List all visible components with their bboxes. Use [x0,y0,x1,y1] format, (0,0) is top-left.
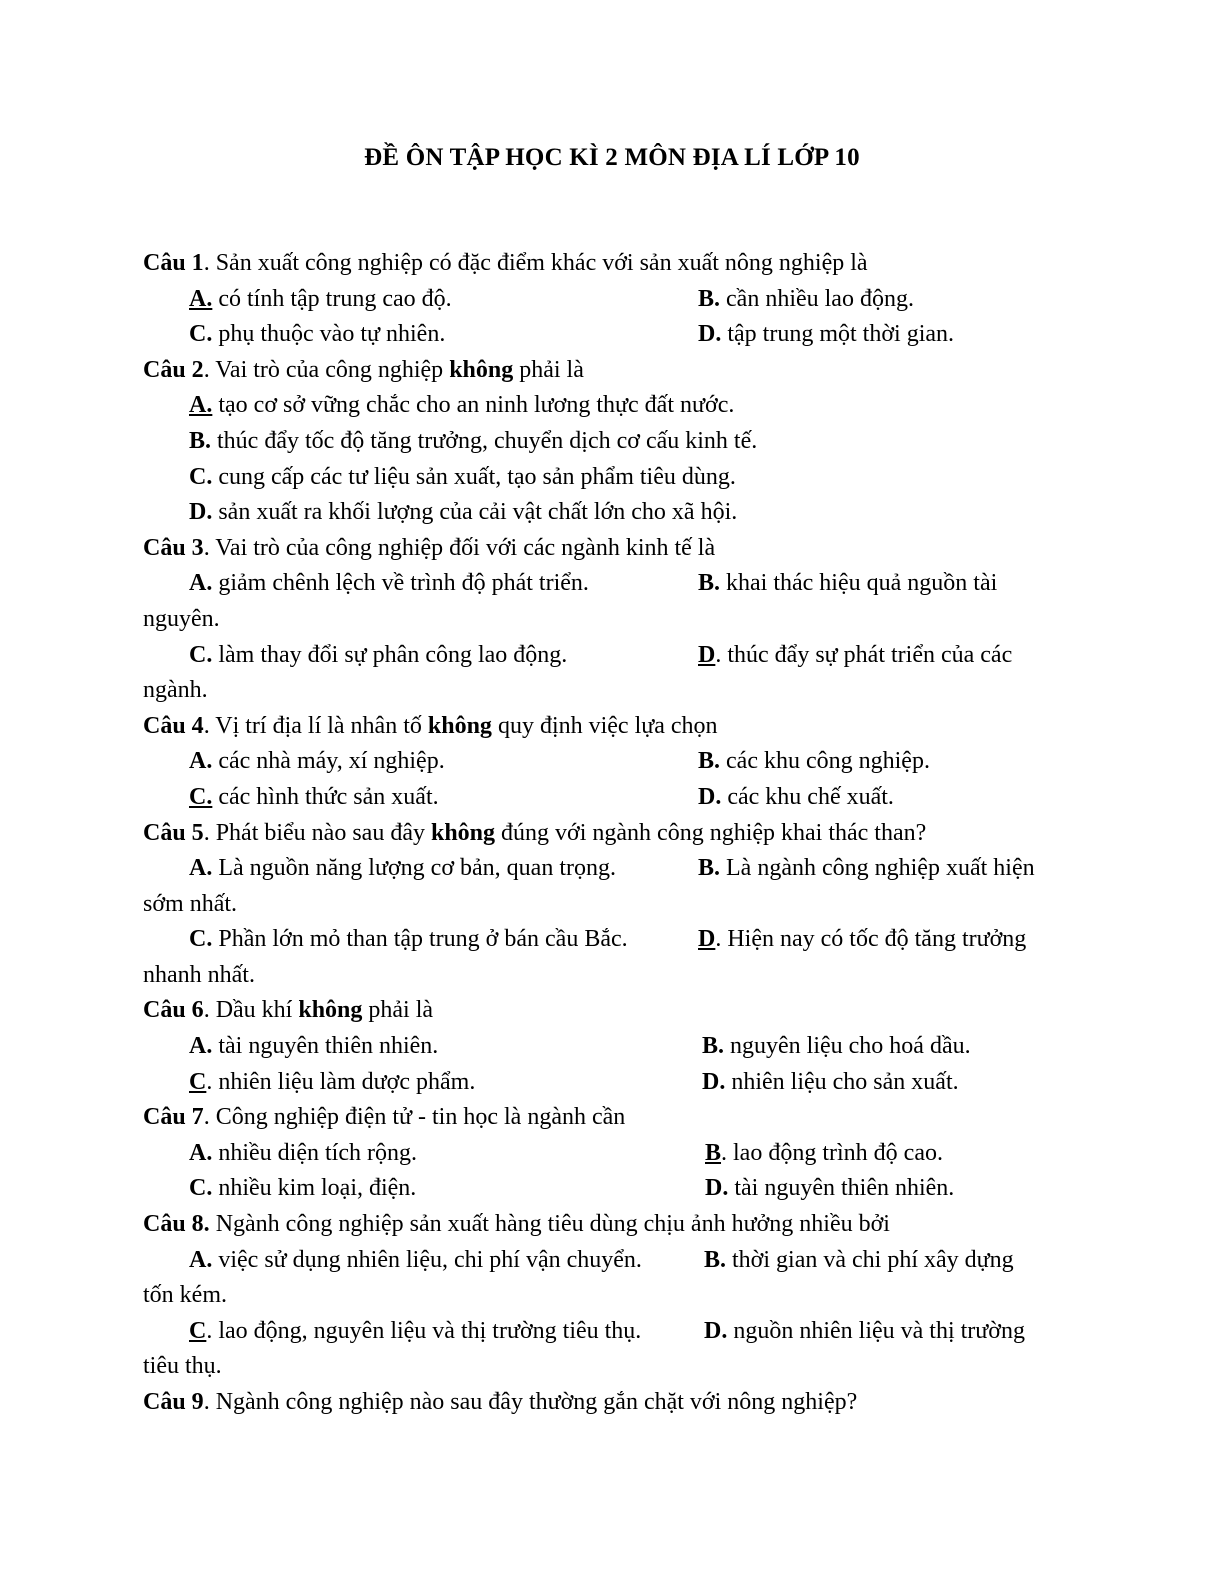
option-text: tài nguyên thiên nhiên. [728,1175,955,1202]
option-a [189,566,589,602]
question-list [143,246,1083,1421]
question-6-stem [143,993,1083,1029]
option-b [702,1029,971,1065]
option-text: thúc đẩy tốc độ tăng trưởng, chuyển dịch cơ cấu kinh tế. [211,427,758,454]
question-5-options-row-2 [143,922,1083,958]
option-text: nguyên liệu cho hoá dầu. [724,1033,971,1060]
option-a [189,1029,438,1065]
option-letter: D. [705,1175,729,1202]
option-a [189,282,452,318]
option-d [698,922,1026,958]
question-label: Câu 4 [143,712,204,739]
question-3-options-row-2 [143,638,1083,674]
question-7-stem [143,1100,1083,1136]
option-text: nguồn nhiên liệu và thị trường [727,1317,1025,1344]
option-letter: D. [704,1317,728,1344]
option-letter: B. [702,1033,725,1060]
option-text: làm thay đổi sự phân công lao động. [212,641,568,668]
question-text: . Công nghiệp điện tử - tin học là ngành cần [203,1104,626,1131]
question-label: Câu 7 [143,1104,204,1131]
option-text: thời gian và chi phí xây dựng [726,1246,1014,1273]
question-text: . Ngành công nghiệp nào sau đây thường gắn chặt với nông nghiệp? [203,1389,858,1415]
option-text: sản xuất ra khối lượng của cải vật chất lớn cho xã hội. [212,499,738,526]
question-1-options-row-1 [143,282,1083,318]
option-letter: D. [702,1068,726,1095]
question-2-option-a [143,388,1083,424]
question-2-stem [143,353,1083,389]
option-b-continuation: sớm nhất. [143,890,238,917]
option-a [189,744,445,780]
question-text: Ngành công nghiệp sản xuất hàng tiêu dùng chịu ảnh hưởng nhiều bởi [209,1211,890,1238]
page-title: ĐỀ ÔN TẬP HỌC KÌ 2 MÔN ĐỊA LÍ LỚP 10 [364,144,860,171]
question-text: . Vai trò của công nghiệp đối với các ngành kinh tế là [203,534,716,561]
option-text: . Hiện nay có tốc độ tăng trưởng [715,926,1027,953]
option-b [698,566,997,602]
option-c [189,1171,416,1207]
option-b [698,851,1035,887]
question-text: đúng với ngành công nghiệp khai thác than? [495,819,927,846]
option-text: các nhà máy, xí nghiệp. [212,748,445,775]
answer-letter: D [698,926,716,953]
option-text: các hình thức sản xuất. [212,783,439,810]
option-letter: D. [698,321,722,348]
option-b-continuation: nguyên. [143,605,220,632]
option-d [698,780,894,816]
option-text: Là nguồn năng lượng cơ bản, quan trọng. [212,855,616,882]
option-letter: B. [189,427,212,454]
question-text: phải là [362,997,434,1024]
option-c [189,460,736,496]
option-text: cần nhiều lao động. [720,285,914,312]
question-label: Câu 8. [143,1211,210,1238]
option-c [189,317,445,353]
question-4-options-row-2 [143,780,1083,816]
answer-letter: C [189,1068,207,1095]
keyword: không [449,356,514,383]
option-c [189,780,439,816]
option-text: . thúc đẩy sự phát triển của các [715,641,1013,668]
question-6-options-row-1 [143,1029,1083,1065]
question-2-option-b [143,424,1083,460]
question-label: Câu 6 [143,997,204,1024]
answer-letter: C. [189,783,213,810]
option-d-continuation: ngành. [143,677,208,704]
option-text: tạo cơ sở vững chắc cho an ninh lương thực đất nước. [212,392,735,419]
option-text: các khu chế xuất. [721,783,894,810]
option-text: . lao động trình độ cao. [721,1139,943,1166]
option-letter: A. [189,570,213,597]
question-3-options-row-1 [143,566,1083,602]
option-letter: D. [189,499,213,526]
answer-letter: A. [189,285,213,312]
question-9-stem [143,1385,1083,1421]
option-text: Phần lớn mỏ than tập trung ở bán cầu Bắc. [212,926,628,953]
option-a [189,851,616,887]
question-8-options-row-1 [143,1243,1083,1279]
option-d [698,317,954,353]
question-text: phải là [513,356,584,383]
answer-letter: B [705,1139,722,1166]
option-text: . nhiên liệu làm dược phẩm. [206,1068,476,1095]
option-d [705,1171,954,1207]
option-letter: C. [189,641,213,668]
option-c [189,638,567,674]
option-d-continuation: tiêu thụ. [143,1353,222,1380]
question-5-stem [143,816,1083,852]
option-d [702,1065,959,1101]
option-letter: B. [698,570,721,597]
option-a [189,1136,417,1172]
question-2-option-d [143,495,1083,531]
keyword: không [427,712,492,739]
option-text: nhiên liệu cho sản xuất. [725,1068,959,1095]
option-letter: A. [189,855,213,882]
question-label: Câu 9 [143,1389,204,1415]
option-letter: B. [698,285,721,312]
option-text: phụ thuộc vào tự nhiên. [212,321,446,348]
question-8-options-row-2 [143,1314,1083,1350]
option-d-continuation: nhanh nhất. [143,961,255,988]
question-text: . Vị trí địa lí là nhân tố [203,712,428,739]
option-b [698,744,930,780]
option-text: tập trung một thời gian. [721,321,955,348]
keyword: không [298,997,363,1024]
option-a [189,388,734,424]
option-letter: A. [189,1139,213,1166]
option-text: tài nguyên thiên nhiên. [212,1033,439,1060]
option-b [189,424,757,460]
option-b-continuation: tốn kém. [143,1282,227,1309]
option-text: nhiều kim loại, điện. [212,1175,417,1202]
option-letter: C. [189,463,213,490]
question-label: Câu 1 [143,250,204,276]
answer-letter: D [698,641,716,668]
option-c [189,1314,641,1350]
question-7-options-row-1 [143,1136,1083,1172]
option-letter: A. [189,1246,213,1273]
option-text: Là ngành công nghiệp xuất hiện [720,855,1035,882]
question-text: . Sản xuất công nghiệp có đặc điểm khác với sản xuất nông nghiệp là [203,250,868,276]
option-b [705,1136,943,1172]
option-b [704,1243,1014,1279]
question-label: Câu 5 [143,819,204,846]
option-b [698,282,914,318]
option-c [189,1065,475,1101]
option-a [189,1243,642,1279]
option-letter: B. [698,748,721,775]
option-text: có tính tập trung cao độ. [212,285,452,312]
option-d [698,638,1012,674]
question-4-options-row-1 [143,744,1083,780]
option-c [189,922,628,958]
question-label: Câu 2 [143,356,204,383]
option-letter: A. [189,1033,213,1060]
option-text: . lao động, nguyên liệu và thị trường tiêu thụ. [206,1317,642,1344]
option-text: các khu công nghiệp. [720,748,930,775]
question-text: . Phát biểu nào sau đây [203,819,431,846]
option-text: nhiều diện tích rộng. [212,1139,417,1166]
question-6-options-row-2 [143,1065,1083,1101]
option-text: khai thác hiệu quả nguồn tài [720,570,998,597]
question-8-stem [143,1207,1083,1243]
keyword: không [430,819,496,846]
option-text: việc sử dụng nhiên liệu, chi phí vận chuyển. [212,1246,642,1273]
option-letter: B. [698,855,721,882]
option-letter: C. [189,926,213,953]
question-text: . Vai trò của công nghiệp [203,356,450,383]
option-letter: A. [189,748,213,775]
question-text: . Dầu khí [203,997,299,1024]
question-5-options-row-1 [143,851,1083,887]
option-d [704,1314,1025,1350]
option-letter: B. [704,1246,727,1273]
question-label: Câu 3 [143,534,204,561]
option-letter: C. [189,321,213,348]
question-1-options-row-2 [143,317,1083,353]
answer-letter: C [189,1317,207,1344]
question-4-stem [143,709,1083,745]
option-d [189,495,737,531]
option-text: cung cấp các tư liệu sản xuất, tạo sản phẩm tiêu dùng. [212,463,736,490]
question-7-options-row-2 [143,1171,1083,1207]
answer-letter: A. [189,392,213,419]
option-text: giảm chênh lệch về trình độ phát triển. [212,570,589,597]
question-2-option-c [143,460,1083,496]
question-1-stem [143,246,1083,282]
question-text: quy định việc lựa chọn [491,712,718,739]
option-letter: C. [189,1175,213,1202]
option-letter: D. [698,783,722,810]
question-3-stem [143,531,1083,567]
